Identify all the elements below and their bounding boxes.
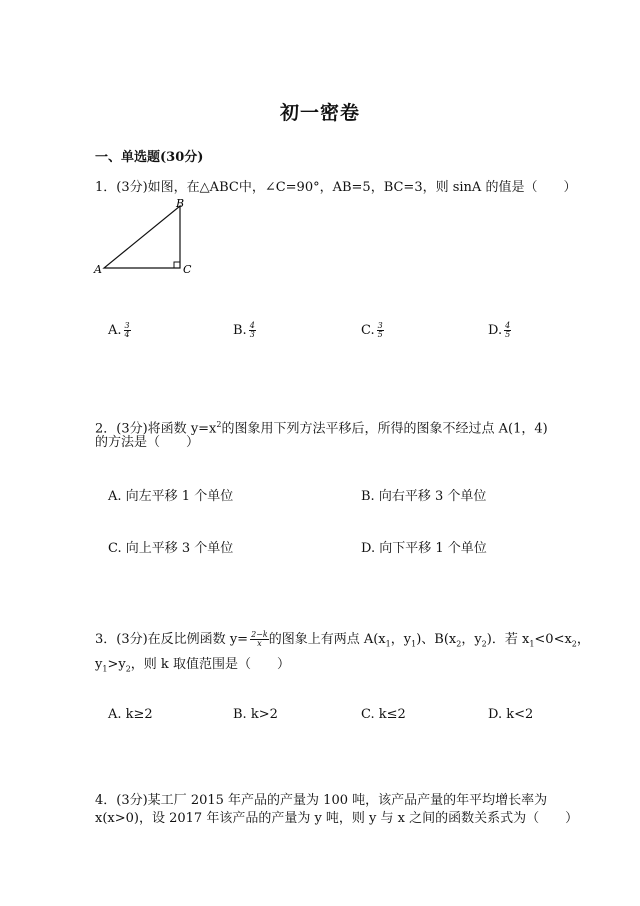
- fraction-denominator: 3: [249, 330, 255, 339]
- superscript: 2: [216, 420, 222, 429]
- subscript: 2: [125, 664, 131, 674]
- fraction-denominator: x: [257, 639, 262, 648]
- fraction-numerator: 4: [505, 321, 511, 330]
- question-2-line-2: 的方法是（ ）: [95, 435, 200, 450]
- fraction: [249, 322, 256, 339]
- text-segment: >y: [107, 657, 126, 672]
- text-segment: ，y: [461, 632, 482, 647]
- fraction-numerator: 3: [124, 321, 130, 330]
- page-title: 初一密卷: [279, 102, 360, 124]
- q3-option-d[interactable]: D. k<2: [488, 707, 534, 722]
- q3-option-b[interactable]: B. k>2: [233, 707, 278, 722]
- q3-option-c[interactable]: C. k≤2: [361, 707, 406, 722]
- q2-option-d[interactable]: D. 向下平移 1 个单位: [361, 541, 487, 556]
- fraction-denominator: 4: [124, 330, 130, 339]
- text-segment: )．若 x: [486, 632, 530, 647]
- question-4-line-1: 4．(3分)某工厂 2015 年产品的产量为 100 吨，该产品产量的年平均增长率为: [95, 793, 548, 808]
- subscript: 2: [571, 639, 577, 649]
- fraction-numerator: 2−k: [251, 630, 268, 639]
- option-letter: D.: [488, 323, 503, 338]
- question-1-text: 1．(3分)如图，在△ABC中，∠C=90°，AB=5，BC=3，则 sinA 的值是（ ）: [95, 180, 577, 195]
- section-heading: 一、单选题(30分): [95, 150, 204, 165]
- subscript: 2: [456, 639, 462, 649]
- q3-option-a[interactable]: A. k≥2: [108, 707, 153, 722]
- question-4-line-2: x(x>0)，设 2017 年该产品的产量为 y 吨，则 y 与 x 之间的函数关系式为（ ）: [95, 811, 579, 826]
- q1-option-a[interactable]: [108, 322, 131, 339]
- text-segment: y: [95, 657, 103, 672]
- text-segment: ，: [576, 632, 590, 647]
- q2-option-a[interactable]: A. 向左平移 1 个单位: [108, 489, 234, 504]
- option-letter: C.: [361, 323, 375, 338]
- text-segment: 2．(3分)将函数 y=x: [95, 421, 217, 437]
- fraction-denominator: 5: [505, 330, 511, 339]
- text-segment: ，y: [390, 632, 412, 647]
- text-segment: 的图象上有两点 A(x: [268, 632, 386, 647]
- triangle-figure: [92, 196, 202, 278]
- triangle-shape: [104, 206, 180, 268]
- text-segment: <0<x: [534, 632, 572, 647]
- fraction: [377, 322, 384, 339]
- vertex-label-c: C: [183, 263, 192, 276]
- option-letter: B.: [233, 323, 247, 338]
- q1-option-b[interactable]: [233, 322, 256, 339]
- subscript: 2: [481, 639, 487, 649]
- fraction-numerator: 3: [377, 321, 383, 330]
- text-segment: )、B(x: [416, 632, 457, 647]
- option-letter: A.: [108, 323, 122, 338]
- q1-option-c[interactable]: [361, 322, 384, 339]
- subscript: 1: [102, 664, 108, 674]
- subscript: 1: [529, 639, 535, 649]
- fraction: [504, 322, 511, 339]
- fraction-denominator: 5: [377, 330, 383, 339]
- fraction: [124, 322, 131, 339]
- fraction: [250, 631, 269, 648]
- text-segment: 3．(3分)在反比例函数 y=: [95, 632, 249, 647]
- fraction-numerator: 4: [249, 321, 255, 330]
- q2-option-b[interactable]: B. 向右平移 3 个单位: [361, 489, 487, 504]
- text-segment: 的图象用下列方法平移后，所得的图象不经过点 A(1，4): [221, 421, 548, 437]
- vertex-label-b: B: [176, 197, 185, 210]
- vertex-label-a: A: [94, 263, 102, 276]
- q2-option-c[interactable]: C. 向上平移 3 个单位: [108, 541, 234, 556]
- right-angle-mark: [174, 262, 180, 268]
- q1-option-d[interactable]: [488, 322, 511, 339]
- question-3-line-2: [95, 656, 290, 678]
- subscript: 1: [385, 639, 391, 649]
- text-segment: ，则 k 取值范围是（ ）: [130, 657, 290, 672]
- question-3-line-1: [95, 631, 590, 653]
- subscript: 1: [411, 639, 417, 649]
